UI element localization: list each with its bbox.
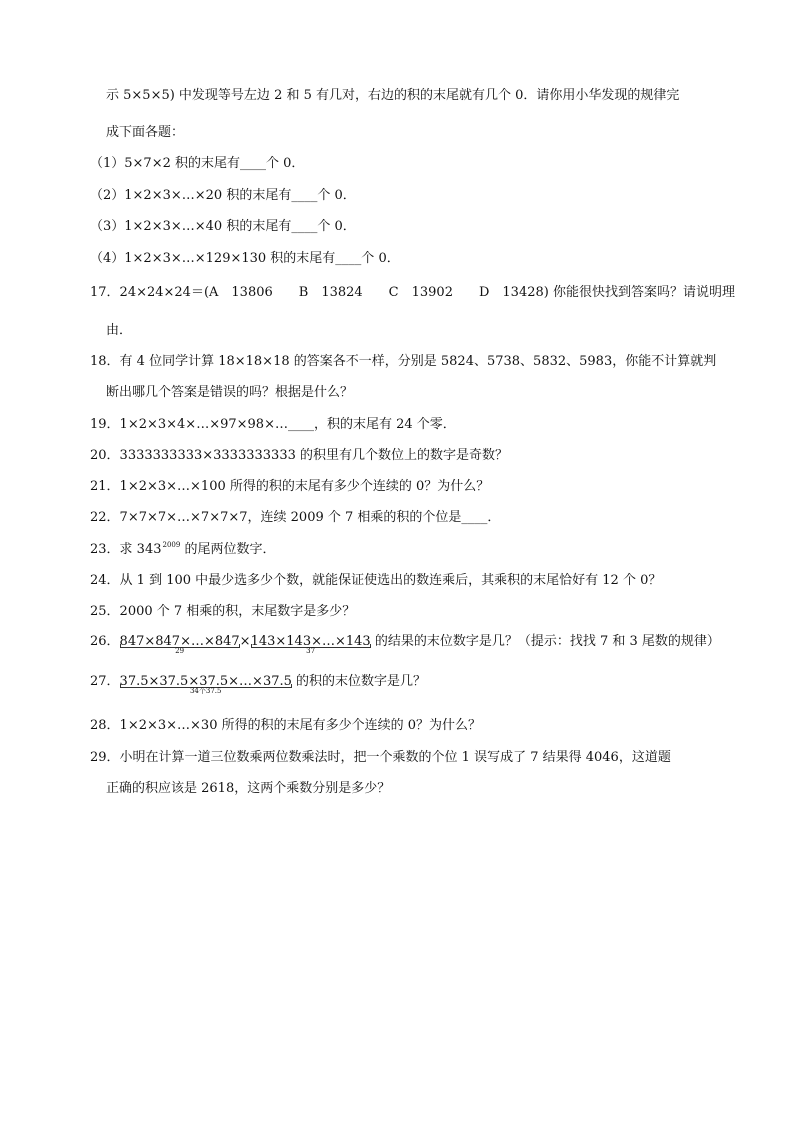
q24: 24．从 1 到 100 中最少选多少个数，就能保证使选出的数连乘后，其乘积的末尾恰好有 12 个 0？	[90, 573, 662, 588]
q27-group-count: 34个37.5	[189, 687, 222, 695]
q26	[90, 633, 720, 655]
q16-part-2: （2）1×2×3×…×20 积的末尾有____个 0．	[90, 188, 356, 203]
q22: 22．7×7×7×…×7×7×7，连续 2009 个 7 相乘的积的个位是____．	[90, 510, 501, 525]
q23-suffix: 的尾两位数字．	[180, 542, 276, 557]
q26-group-2-count: 37	[306, 647, 316, 655]
q23	[90, 541, 275, 560]
q23-exponent: 2009	[162, 541, 181, 549]
q26-suffix: 的结果的末位数字是几？（提示：找找 7 和 3 尾数的规律）	[370, 634, 720, 649]
q26-group-2: 143×143×…×143	[250, 634, 371, 649]
q27-group: 37.5×37.5×37.5×…×37.5	[119, 674, 292, 689]
q27-suffix: 的积的末位数字是几？	[291, 674, 427, 689]
q17-line-2: 由．	[106, 323, 133, 338]
q26-underbrace-group-2	[250, 633, 371, 655]
q26-underbrace-group-1	[119, 633, 240, 655]
q25: 25．2000 个 7 相乘的积，末尾数字是多少？	[90, 604, 356, 619]
q26-group-1-count: 29	[175, 647, 185, 655]
q16-part-4: （4）1×2×3×…×129×130 积的末尾有____个 0．	[90, 251, 400, 266]
intro-line-1: 示 5×5×5) 中发现等号左边 2 和 5 有几对，右边的积的末尾就有几个 0．请你用小华发现的规律完	[106, 88, 680, 103]
q21: 21．1×2×3×…×100 所得的积的末尾有多少个连续的 0？为什么？	[90, 479, 490, 494]
q16-part-1: （1）5×7×2 积的末尾有____个 0．	[90, 156, 305, 171]
q26-times: ×	[239, 634, 251, 649]
q16-part-3: （3）1×2×3×…×40 积的末尾有____个 0．	[90, 219, 356, 234]
q18-line-1: 18．有 4 位同学计算 18×18×18 的答案各不一样，分别是 5824、5738、5832、5983，你能不计算就判	[90, 354, 717, 369]
q28: 28．1×2×3×…×30 所得的积的末尾有多少个连续的 0？为什么？	[90, 718, 482, 733]
intro-line-2: 成下面各题：	[106, 125, 185, 140]
q27-number: 27．	[90, 674, 120, 689]
q17-line-1: 17．24×24×24＝(A 13806 B 13824 C 13902 D 13428) 你能很快找到答案吗？请说明理	[90, 285, 735, 300]
q23-prefix: 23．求 343	[90, 542, 162, 557]
q19: 19．1×2×3×4×…×97×98×…____，积的末尾有 24 个零．	[90, 417, 456, 432]
q27	[90, 673, 427, 695]
q20: 20．3333333333×3333333333 的积里有几个数位上的数字是奇数？	[90, 448, 508, 463]
q27-underbrace-group	[119, 673, 292, 695]
q29-line-1: 29．小明在计算一道三位数乘两位数乘法时，把一个乘数的个位 1 误写成了 7 结果得 4046，这道题	[90, 750, 671, 765]
q29-line-2: 正确的积应该是 2618，这两个乘数分别是多少？	[106, 781, 391, 796]
q18-line-2: 断出哪几个答案是错误的吗？根据是什么？	[106, 385, 354, 400]
q26-number: 26．	[90, 634, 120, 649]
q26-group-1: 847×847×…×847	[119, 634, 240, 649]
